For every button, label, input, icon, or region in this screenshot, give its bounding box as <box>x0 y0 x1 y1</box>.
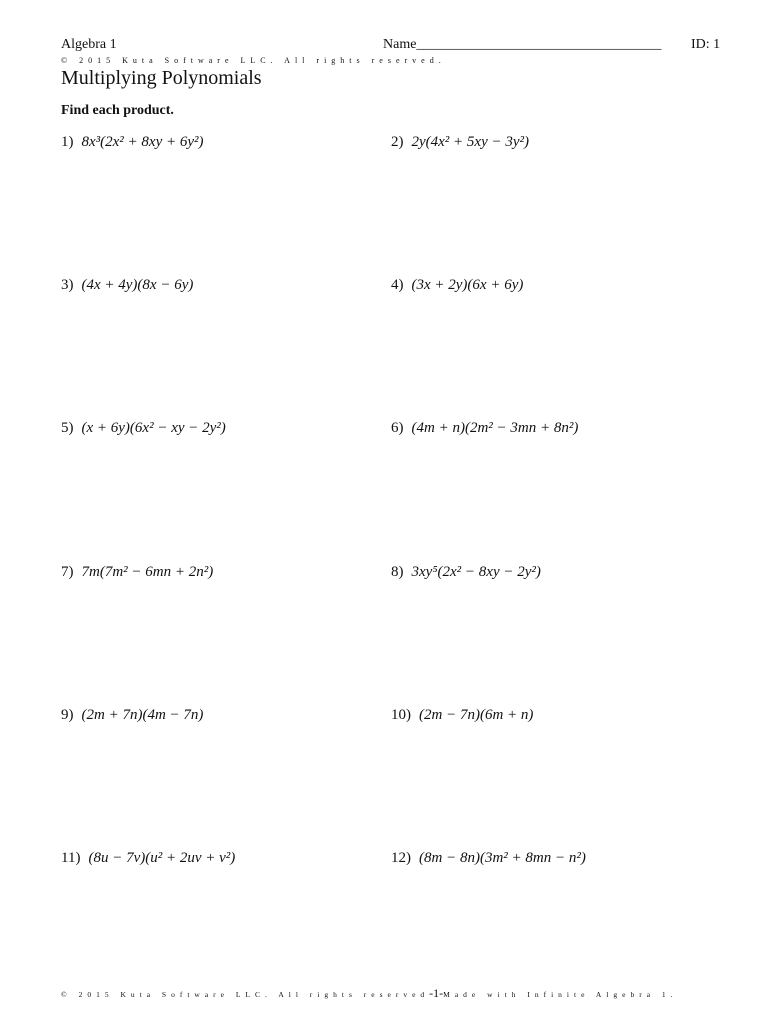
problem-3 <box>61 277 193 294</box>
problem-number: 10) <box>391 707 411 723</box>
problem-number: 9) <box>61 707 74 723</box>
problem-expression: (2m + 7n)(4m − 7n) <box>81 707 204 723</box>
problem-expression: (3x + 2y)(6x + 6y) <box>411 277 524 293</box>
problem-number: 8) <box>391 564 404 580</box>
course-name: Algebra 1 <box>61 37 117 52</box>
problem-expression: 8x³(2x² + 8xy + 6y²) <box>81 134 204 150</box>
header-copyright: © 2015 Kuta Software LLC. All rights reserved. <box>61 56 446 65</box>
problem-number: 12) <box>391 850 411 866</box>
problem-expression: (x + 6y)(6x² − xy − 2y²) <box>81 420 226 436</box>
problem-number: 7) <box>61 564 74 580</box>
footer-made-with: Made with Infinite Algebra 1. <box>443 990 678 999</box>
instructions: Find each product. <box>61 103 174 118</box>
problem-expression: (2m − 7n)(6m + n) <box>419 707 534 723</box>
problem-number: 3) <box>61 277 74 293</box>
problem-12 <box>391 850 586 867</box>
problem-1 <box>61 134 204 151</box>
problem-number: 2) <box>391 134 404 150</box>
problem-expression: (4m + n)(2m² − 3mn + 8n²) <box>411 420 579 436</box>
problem-9 <box>61 707 203 724</box>
problem-4 <box>391 277 523 294</box>
worksheet-id: ID: 1 <box>691 37 721 52</box>
name-field-label: Name___________________________________ <box>383 37 662 52</box>
footer-copyright: © 2015 Kuta Software LLC. All rights reserved <box>61 990 430 999</box>
page-number: -1- <box>429 986 444 1000</box>
problem-2 <box>391 134 529 151</box>
problem-6 <box>391 420 578 437</box>
problem-5 <box>61 420 226 437</box>
problem-number: 1) <box>61 134 74 150</box>
problem-number: 5) <box>61 420 74 436</box>
problem-expression: (8m − 8n)(3m² + 8mn − n²) <box>419 850 586 866</box>
problem-11 <box>61 850 235 867</box>
problem-number: 4) <box>391 277 404 293</box>
worksheet-title: Multiplying Polynomials <box>61 67 262 89</box>
problem-number: 11) <box>61 850 81 866</box>
problem-expression: (8u − 7v)(u² + 2uv + v²) <box>88 850 236 866</box>
problem-expression: 2y(4x² + 5xy − 3y²) <box>411 134 530 150</box>
problem-10 <box>391 707 533 724</box>
problem-expression: 7m(7m² − 6mn + 2n²) <box>81 564 214 580</box>
page-footer <box>61 986 678 1001</box>
problem-number: 6) <box>391 420 404 436</box>
problem-expression: 3xy⁵(2x² − 8xy − 2y²) <box>411 564 541 580</box>
problem-expression: (4x + 4y)(8x − 6y) <box>81 277 194 293</box>
problem-7 <box>61 564 213 581</box>
problem-8 <box>391 564 541 581</box>
